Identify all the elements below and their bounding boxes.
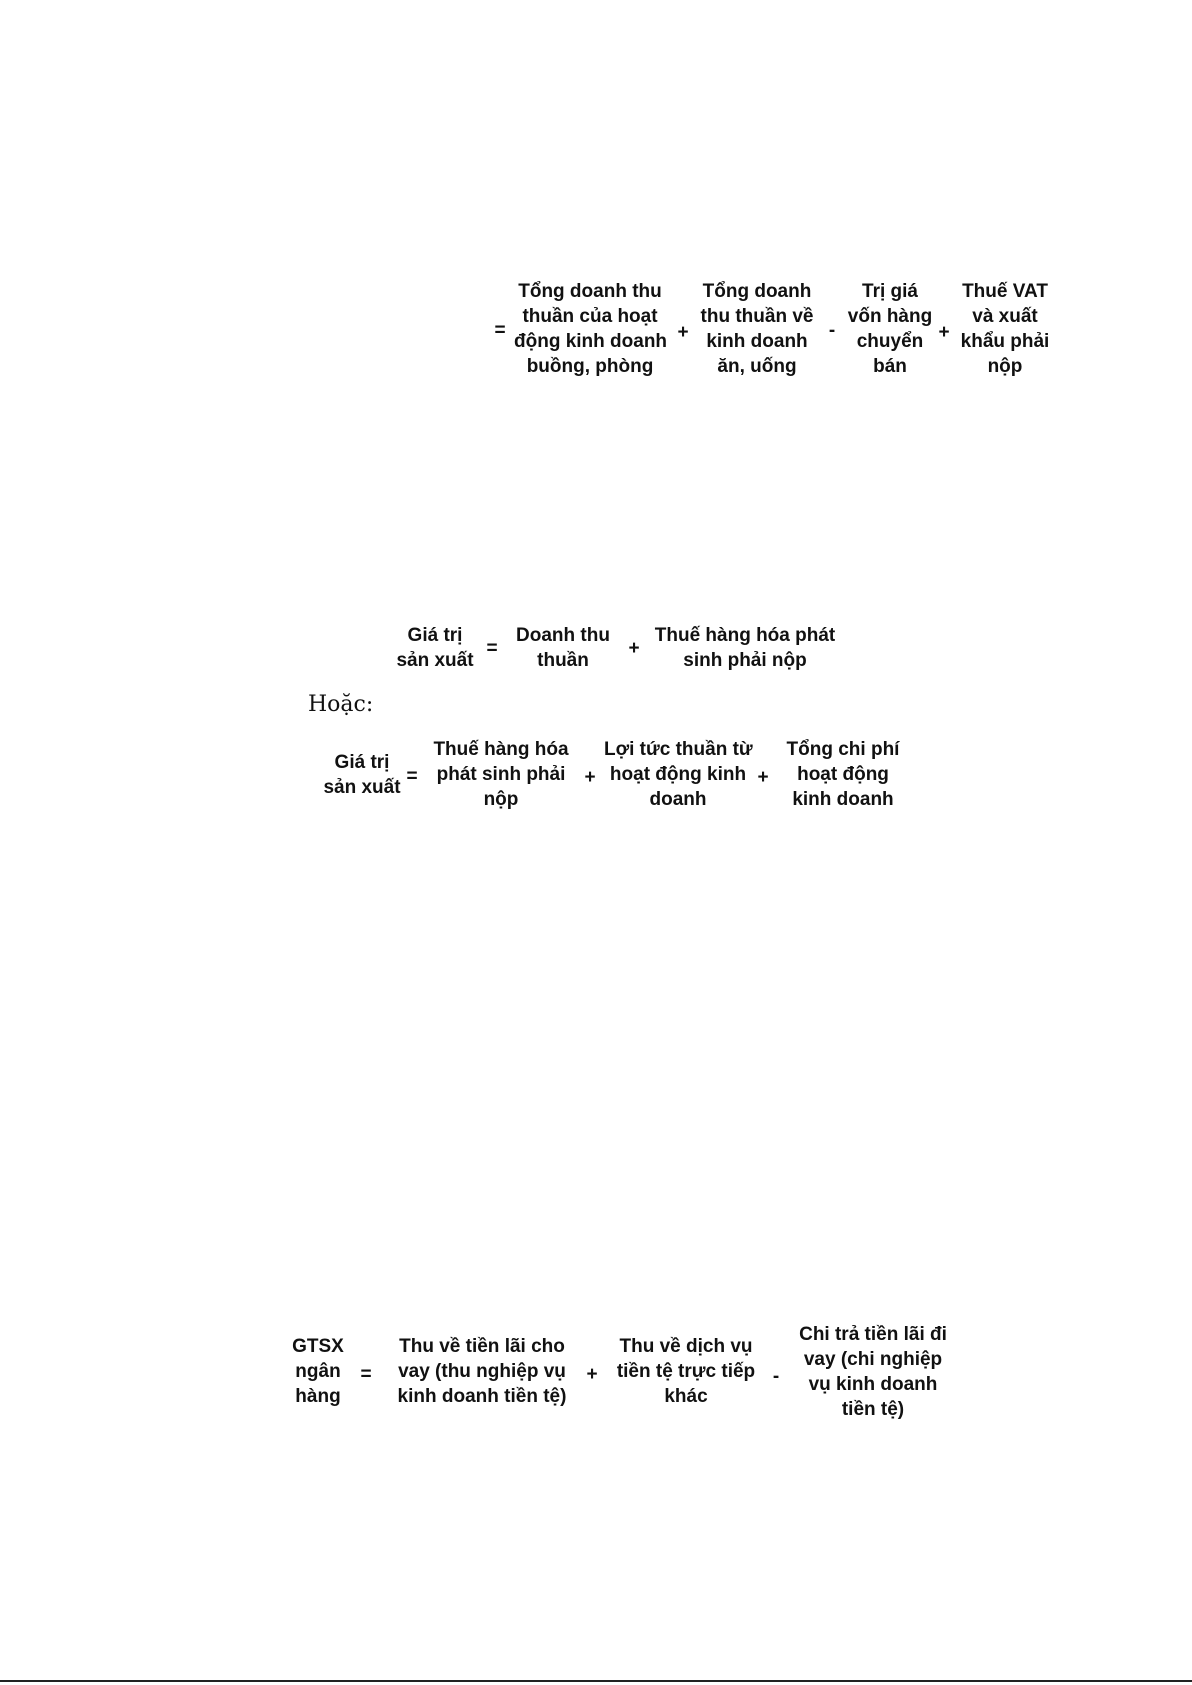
term-goods-tax-payable [650,623,840,673]
plus-sign: + [586,1364,598,1385]
term-line: phát sinh phải [436,764,566,785]
term-line: khác [664,1386,708,1407]
lhs-bank-gtsx [284,1334,352,1409]
term-line: doanh [649,789,707,810]
term-line: Giá trị [407,625,463,646]
term-line: và xuất [972,306,1038,327]
term-line: Lợi tức thuần từ [604,739,753,760]
term-line: Tổng doanh thu [518,281,662,302]
term-cost-of-goods [842,279,938,379]
equals-sign: = [494,320,506,341]
term-line: sinh phải nộp [683,650,807,671]
term-line: hoạt động [797,764,889,785]
minus-sign: - [828,320,836,341]
term-net-business-profit [604,737,752,812]
term-line: Tổng chi phí [786,739,900,760]
term-room-revenue [514,279,666,379]
term-line: sản xuất [323,777,401,798]
term-line: kinh doanh tiền tệ) [397,1386,567,1407]
term-line: Chi trả tiền lãi đi [799,1324,947,1345]
term-line: ngân [295,1361,341,1382]
term-line: nộp [483,789,519,810]
term-line: vay (chi nghiệp [803,1349,943,1370]
lhs-production-value [312,750,412,800]
term-total-business-cost [776,737,910,812]
equals-sign: = [406,766,418,787]
term-line: hàng [295,1386,341,1407]
term-line: thuần [537,650,589,671]
term-line: động kinh doanh [514,331,668,352]
term-line: Thu về dịch vụ [619,1336,753,1357]
term-other-monetary-services [608,1334,764,1409]
term-line: khẩu phải [960,331,1050,352]
plus-sign: + [677,322,689,343]
term-line: thuần của hoạt [522,306,658,327]
term-line: tiền tệ) [841,1399,905,1420]
plus-sign: + [628,638,640,659]
term-line: chuyển [856,331,924,352]
term-line: buồng, phòng [526,356,654,377]
term-line: hoạt động kinh [609,764,747,785]
term-net-revenue [510,623,616,673]
term-line: sản xuất [396,650,474,671]
lhs-production-value [385,623,485,673]
term-line: Thuế VAT [962,281,1048,302]
term-interest-expense [788,1322,958,1422]
term-line: vụ kinh doanh [808,1374,938,1395]
plus-sign: + [584,767,596,788]
term-line: nộp [987,356,1023,377]
term-goods-tax-payable [428,737,574,812]
term-interest-income [386,1334,578,1409]
term-line: Tổng doanh [702,281,812,302]
term-line: Thuế hàng hóa [433,739,569,760]
term-line: bán [873,356,907,377]
term-line: Thuế hàng hóa phát [654,625,836,646]
term-line: GTSX [292,1336,344,1357]
term-line: Trị giá [862,281,918,302]
term-line: vay (thu nghiệp vụ [398,1361,566,1382]
term-line: tiền tệ trực tiếp [616,1361,756,1382]
term-line: Giá trị [334,752,390,773]
plus-sign: + [757,767,769,788]
equals-sign: = [486,638,498,659]
equals-sign: = [360,1364,372,1385]
term-line: kinh doanh [706,331,808,352]
term-line: kinh doanh [792,789,894,810]
term-food-revenue [695,279,819,379]
plus-sign: + [938,322,950,343]
term-line: thu thuần về [700,306,814,327]
or-label: Hoặc: [308,692,374,717]
term-line: Doanh thu [516,625,610,646]
term-line: vốn hàng [847,306,933,327]
term-line: Thu về tiền lãi cho [399,1336,565,1357]
term-line: ăn, uống [717,356,797,377]
page-bottom-rule [0,1680,1192,1682]
term-vat-export-tax [955,279,1055,379]
minus-sign: - [772,1366,780,1387]
